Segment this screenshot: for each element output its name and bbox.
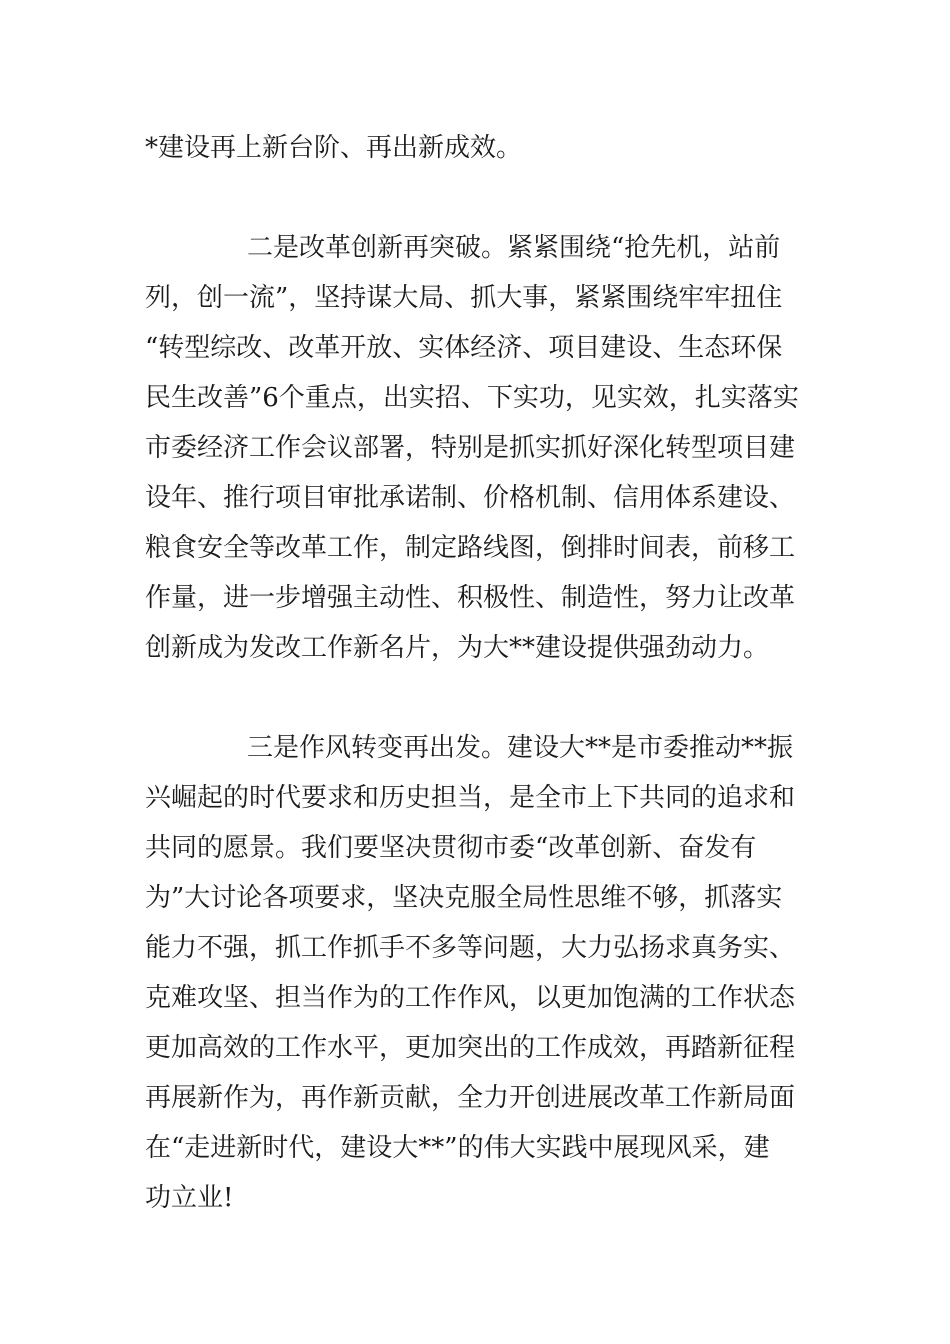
paragraph-2-line-4: 民生改善”6个重点，出实招、下实功，见实效，扎实落实	[145, 383, 799, 413]
paragraph-2-line-1: 二是改革创新再突破。紧紧围绕“抢先机，站前	[247, 233, 781, 263]
paragraph-1-line-1: *建设再上新台阶、再出新成效。	[145, 133, 523, 163]
paragraph-2-line-7: 粮食安全等改革工作，制定路线图，倒排时间表，前移工	[145, 533, 796, 563]
paragraph-3-line-10: 功立业!	[145, 1183, 234, 1213]
paragraph-2-line-8: 作量，进一步增强主动性、积极性、制造性，努力让改革	[145, 583, 796, 613]
paragraph-3-line-3: 共同的愿景。我们要坚决贯彻市委“改革创新、奋发有	[145, 833, 757, 863]
paragraph-3-line-6: 克难攻坚、担当作为的工作作风，以更加饱满的工作状态	[145, 983, 796, 1013]
paragraph-2-line-2: 列，创一流”，坚持谋大局、抓大事，紧紧围绕牢牢扭住	[145, 283, 783, 313]
paragraph-3-line-2: 兴崛起的时代要求和历史担当，是全市上下共同的追求和	[145, 783, 796, 813]
paragraph-3-line-4: 为”大讨论各项要求，坚决克服全局性思维不够，抓落实	[145, 883, 783, 913]
paragraph-2-line-9: 创新成为发改工作新名片，为大**建设提供强劲动力。	[145, 633, 770, 663]
paragraph-2-line-5: 市委经济工作会议部署，特别是抓实抓好深化转型项目建	[145, 433, 796, 463]
paragraph-2-line-3: “转型综改、改革开放、实体经济、项目建设、生态环保	[145, 333, 783, 363]
paragraph-3-line-1: 三是作风转变再出发。建设大**是市委推动**振	[247, 733, 794, 763]
paragraph-3-line-7: 更加高效的工作水平，更加突出的工作成效，再踏新征程	[145, 1033, 796, 1063]
paragraph-3-line-5: 能力不强，抓工作抓手不多等问题，大力弘扬求真务实、	[145, 933, 796, 963]
paragraph-2-line-6: 设年、推行项目审批承诺制、价格机制、信用体系建设、	[145, 483, 796, 513]
paragraph-3-line-9: 在“走进新时代，建设大**”的伟大实践中展现风采，建	[145, 1133, 770, 1163]
paragraph-3-line-8: 再展新作为，再作新贡献，全力开创进展改革工作新局面	[145, 1083, 796, 1113]
